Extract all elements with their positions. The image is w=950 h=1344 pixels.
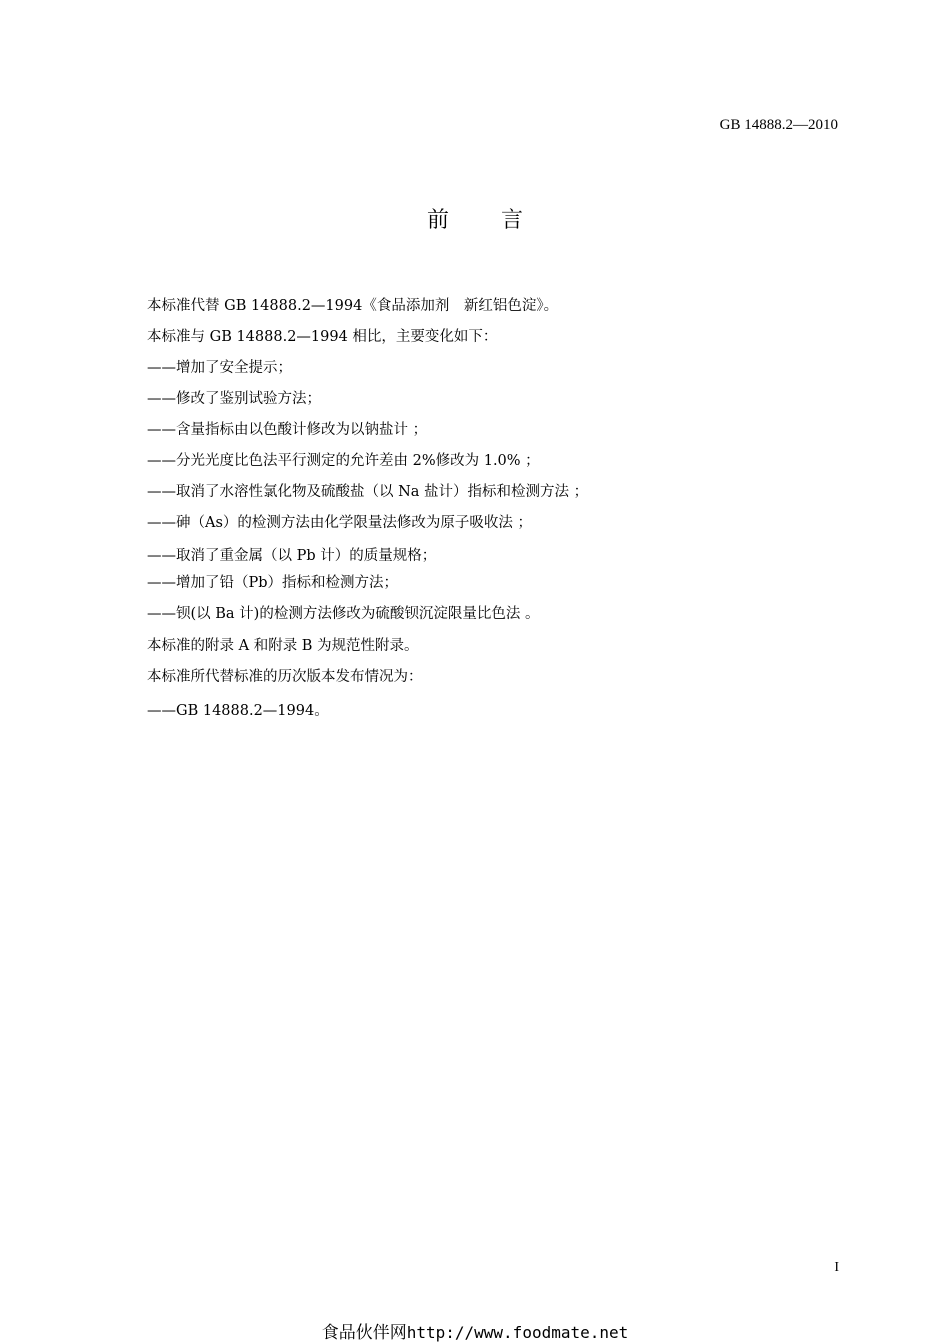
paragraph-annex: 本标准的附录 A 和附录 B 为规范性附录。 bbox=[147, 638, 419, 654]
title-char-1: 前 bbox=[426, 208, 449, 233]
list-item: ——取消了水溶性氯化物及硫酸盐（以 Na 盐计）指标和检测方法 ； bbox=[147, 484, 589, 500]
list-item: ——含量指标由以色酸计修改为以钠盐计 ； bbox=[147, 422, 428, 438]
page-title bbox=[0, 206, 950, 236]
list-item: ——分光光度比色法平行测定的允许差由 2%修改为 1.0% ； bbox=[147, 453, 540, 469]
list-item: ——增加了安全提示； bbox=[147, 360, 292, 376]
paragraph-history: 本标准所代替标准的历次版本发布情况为： bbox=[147, 669, 423, 685]
footer-url[interactable]: http://www.foodmate.net bbox=[406, 1323, 629, 1342]
page-number: I bbox=[834, 1260, 839, 1275]
list-item: ——增加了铅（Pb）指标和检测方法； bbox=[147, 575, 399, 591]
list-item: ——修改了鉴别试验方法； bbox=[147, 391, 321, 407]
title-char-2: 言 bbox=[501, 208, 524, 233]
list-item: ——取消了重金属（以 Pb 计）的质量规格； bbox=[147, 548, 437, 564]
list-item: ——钡(以 Ba 计)的检测方法修改为硫酸钡沉淀限量比色法 。 bbox=[147, 606, 540, 622]
list-item: ——砷（As）的检测方法由化学限量法修改为原子吸收法 ； bbox=[147, 515, 533, 531]
list-item: ——GB 14888.2—1994。 bbox=[147, 703, 329, 719]
paragraph-changes-intro: 本标准与 GB 14888.2—1994 相比，主要变化如下： bbox=[147, 329, 498, 345]
paragraph-replaces: 本标准代替 GB 14888.2—1994《食品添加剂 新红铝色淀》。 bbox=[147, 298, 559, 314]
footer-site-name: 食品伙伴网 bbox=[321, 1323, 407, 1343]
footer-watermark bbox=[0, 1322, 950, 1344]
document-code: GB 14888.2—2010 bbox=[719, 117, 838, 133]
